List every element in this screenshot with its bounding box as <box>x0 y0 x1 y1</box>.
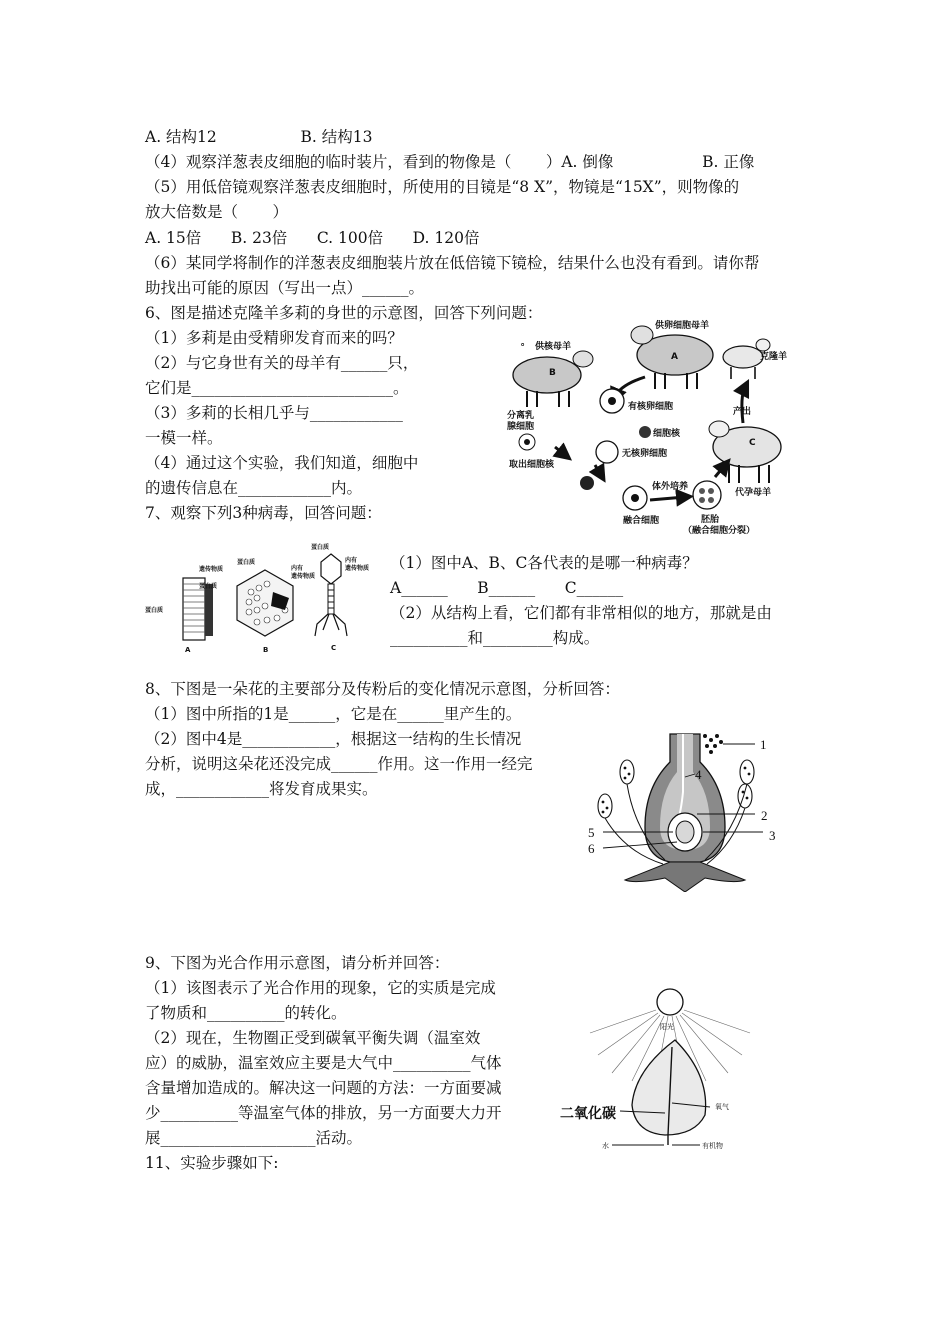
label-embryo-2: （融合细胞分裂） <box>683 526 756 536</box>
q5-5-text-cont: 放大倍数是（ ） <box>145 203 288 221</box>
dot-mark: 。 <box>521 338 531 348</box>
label-protein-a: 蛋白质 <box>199 583 218 590</box>
q9-2-cont2: 含量增加造成的。解决这一问题的方法：一方面要减 <box>145 1079 502 1097</box>
q5-4-text: （4）观察洋葱表皮细胞的临时装片，看到的物像是（ ）A. 倒像 B. 正像 <box>145 153 755 171</box>
q8-1: （1）图中所指的1是______，它是在______里产生的。 <box>145 705 522 723</box>
label-genetic-c-2: 遗传物质 <box>345 565 370 572</box>
q6-2: （2）与它身世有关的母羊有______只， <box>145 354 419 372</box>
q9-1: （1）该图表示了光合作用的现象，它的实质是完成 <box>145 979 496 997</box>
q8-2-cont: 分析，说明这朵花还没完成______作用。这一作用一经完 <box>145 755 533 773</box>
label-b: B <box>549 368 556 378</box>
flower-diagram <box>585 732 785 892</box>
q5-5-text: （5）用低倍镜观察洋葱表皮细胞时，所使用的目镜是“8 X”，物镜是“15X”，则物像的 <box>145 178 740 196</box>
q9-title: 9、下图为光合作用示意图，请分析并回答： <box>145 954 450 972</box>
label-co2: 二氧化碳 <box>560 1106 616 1122</box>
q11-title: 11、实验步骤如下: <box>145 1154 279 1172</box>
q9-2-cont4: 展____________________活动。 <box>145 1129 363 1147</box>
label-water: 水 <box>602 1142 609 1150</box>
q5-6-text: （6）某同学将制作的洋葱表皮细胞装片放在低倍镜下镜检，结果什么也没有看到。请你帮 <box>145 254 760 272</box>
sun-icon <box>657 989 683 1015</box>
q7-1: （1）图中A、B、C各代表的是哪一种病毒？ <box>390 554 698 572</box>
label-a: A <box>671 352 678 362</box>
label-organic: 有机物 <box>702 1142 723 1150</box>
q8-2-cont2: 成，____________将发育成果实。 <box>145 780 378 798</box>
label-protein-top: 蛋白质 <box>311 544 330 551</box>
q6-2-cont: 它们是__________________________。 <box>145 379 409 397</box>
label-enucleated-egg: 无核卵细胞 <box>622 449 668 459</box>
label-protein-b: 蛋白质 <box>237 559 256 566</box>
q6-1: （1）多莉是由受精卵发育而来的吗？ <box>145 329 403 347</box>
q8-title: 8、下图是一朵花的主要部分及传粉后的变化情况示意图，分析回答： <box>145 680 620 698</box>
label-donor-breast: 供核母羊 <box>535 342 572 352</box>
q9-1-cont: 了物质和__________的转化。 <box>145 1004 347 1022</box>
label-sunlight: 阳光 <box>660 1023 674 1031</box>
q7-2-cont: __________和_________构成。 <box>390 629 600 647</box>
label-genetic-c-1: 内有 <box>345 557 358 564</box>
label-take-nucleus: 取出细胞核 <box>509 460 555 470</box>
q9-2-cont3: 少__________等温室气体的排放，另一方面要大力开 <box>145 1104 502 1122</box>
sheep-b-icon <box>513 351 593 407</box>
sheep-c-icon <box>709 421 781 483</box>
option-a-b: A. 结构12 B. 结构13 <box>145 128 373 146</box>
dolly-clone-diagram <box>495 315 795 540</box>
label-separate-2: 腺细胞 <box>507 422 535 432</box>
q6-title: 6、图是描述克隆羊多莉的身世的示意图，回答下列问题： <box>145 304 543 322</box>
label-1: 1 <box>760 737 767 752</box>
q6-4: （4）通过这个实验，我们知道，细胞中 <box>145 454 419 472</box>
q6-3: （3）多莉的长相几乎与____________ <box>145 404 403 422</box>
q6-4-cont: 的遗传信息在____________内。 <box>145 479 363 497</box>
q7-2: （2）从结构上看，它们都有非常相似的地方，那就是由 <box>390 604 772 622</box>
q8-2: （2）图中4是____________，根据这一结构的生长情况 <box>145 730 522 748</box>
label-protein-left: 蛋白质 <box>145 607 164 614</box>
label-clone: 克隆羊 <box>760 352 788 362</box>
label-6: 6 <box>588 841 595 856</box>
label-nucleus: 细胞核 <box>653 429 681 439</box>
label-virus-c: C <box>331 644 337 652</box>
label-virus-b: B <box>263 646 269 654</box>
label-genetic-b-1: 内有 <box>291 565 304 572</box>
q9-2-cont: 应）的威胁，温室效应主要是大气中__________气体 <box>145 1054 502 1072</box>
q7-title: 7、观察下列3种病毒，回答问题： <box>145 504 382 522</box>
label-give-birth: 产出 <box>733 407 752 417</box>
photosynthesis-diagram <box>560 985 770 1155</box>
label-5: 5 <box>588 825 595 840</box>
label-oxygen: 氧气 <box>715 1103 729 1111</box>
label-2: 2 <box>761 808 768 823</box>
label-virus-a: A <box>185 646 191 654</box>
label-in-vitro: 体外培养 <box>652 482 689 492</box>
virus-diagram <box>145 540 385 655</box>
label-genetic-a: 遗传物质 <box>199 566 224 573</box>
label-4: 4 <box>695 767 702 782</box>
label-3: 3 <box>769 828 776 843</box>
virus-c-icon <box>315 554 347 636</box>
q5-5-options: A. 15倍 B. 23倍 C. 100倍 D. 120倍 <box>145 229 480 247</box>
q9-2: （2）现在，生物圈正受到碳氧平衡失调（温室效 <box>145 1029 481 1047</box>
label-embryo-1: 胚胎 <box>701 515 720 525</box>
label-c: C <box>749 438 756 448</box>
q6-3-cont: 一模一样。 <box>145 429 223 447</box>
label-nucleated-egg: 有核卵细胞 <box>628 402 674 412</box>
label-genetic-b-2: 遗传物质 <box>291 573 316 580</box>
label-fused: 融合细胞 <box>623 516 660 526</box>
q5-6-text-cont: 助找出可能的原因（写出一点）______。 <box>145 279 425 297</box>
q7-1-answers: A______ B______ C______ <box>390 579 624 597</box>
label-surrogate: 代孕母羊 <box>735 488 772 498</box>
label-donor-egg: 供卵细胞母羊 <box>655 321 710 331</box>
virus-b-icon <box>237 570 293 636</box>
label-separate-1: 分离乳 <box>507 411 535 421</box>
